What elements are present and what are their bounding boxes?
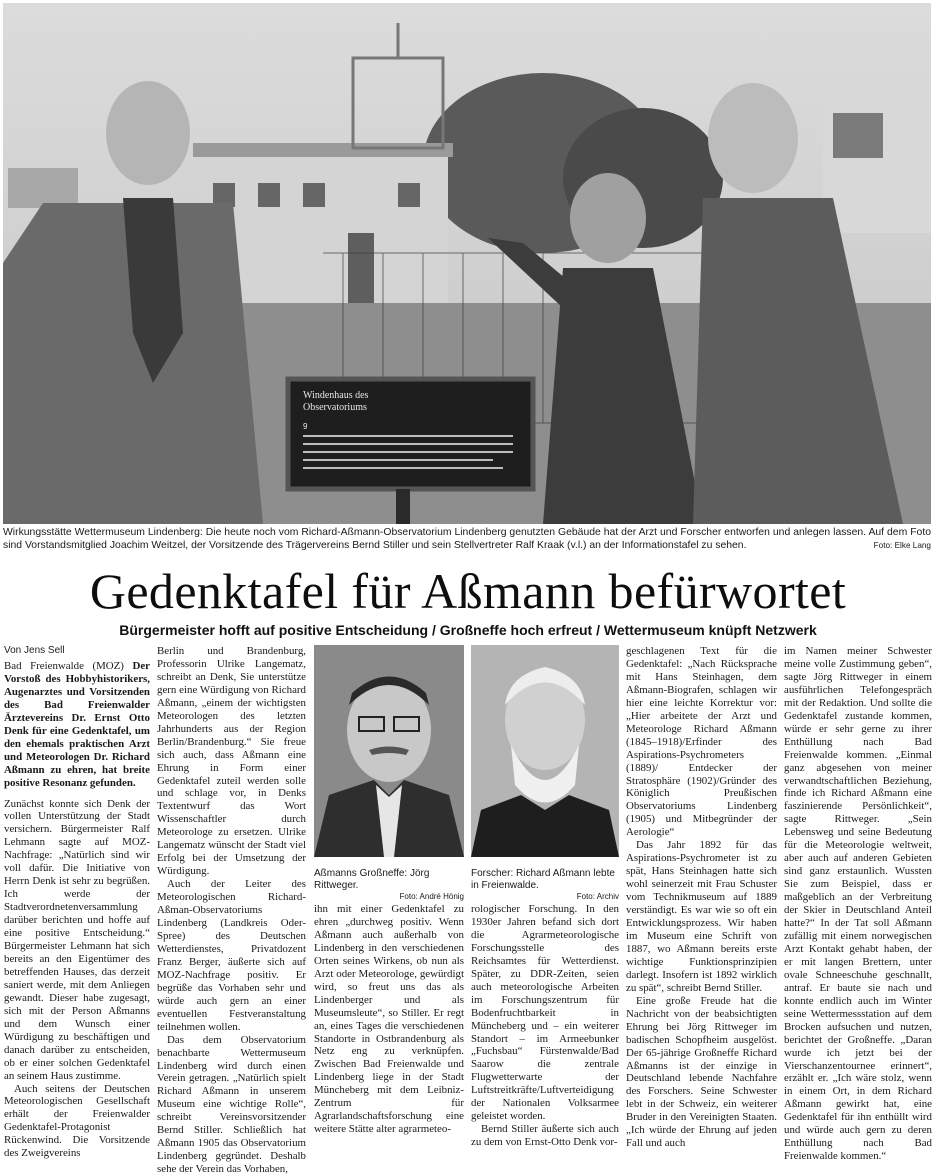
- article-column-4: [471, 903, 619, 1149]
- body-paragraph: Das Jahr 1892 für das Aspirations-Psychrometer ist zu spät, Hans Steinhagen hatte sich wohl seinerzeit mit Frau Schuster vom Technikmuseum auf 1889 verständigt. Es war wie so oft ein Entwicklungsprozess. Wir haben im Museum eine Schrift von 1887, wo Aßmann bereits erste wichtige Funktionsprinzipien darlegt. Insofern ist 1892 wirklich zu spät“, schreibt Bernd Stiller.: [626, 839, 777, 994]
- body-paragraph: Auch der Leiter des Meteorologischen Richard-Aßman-Observatoriums Lindenberg (Landkreis Oder-Spree) des Deutschen Wetterdienstes, Privatdozent Franz Berger, äußerte sich auf MOZ-Nachfrage positiv. Er begrüße das Vorhaben sehr und würde auch gern an einer eventuellen Festveranstaltung teilnehmen wollen.: [157, 878, 306, 1033]
- photo-credit: Foto: Elke Lang: [873, 540, 931, 550]
- plaque-title-line-2: Observatoriums: [303, 402, 367, 413]
- article-column-5: [626, 645, 777, 1150]
- article-column-1: [4, 660, 150, 1160]
- lead-text: Der Vorstoß des Hobbyhistorikers, Augenarztes und Vorsitzenden des Bad Freienwalder Ärztevereins Dr. Ernst Otto Denk für eine Gedenktafel, um den ehemals praktischen Arzt und Meteorologen Dr. Richard Aßmann zu ehren, hat breite positive Resonanz gefunden.: [4, 660, 150, 789]
- portrait-richard-assmann: [471, 645, 619, 857]
- dateline: Bad Freienwalde (MOZ): [4, 660, 124, 672]
- body-paragraph: Berlin und Brandenburg, Professorin Ulrike Langematz, schreibt an Denk, Sie unterstütze gern eine Würdigung von Richard Aßmann, „einem der wichtigsten Meteorologen des letzten Jahrhunderts aus der Region Berlin/Brandenburg.“ Sie freue sich auch, dass Aßmann eine Ehrung in Form einer Gedenktafel zuteil werden solle und schlage vor, in Denks Textentwurf das Wort Wissenschaftler durch Meteorologe zu ersetzen. Ulrike Langematz wünscht der Stadt viel Erfolg bei der Umsetzung der Würdigung.: [157, 645, 306, 878]
- portrait-credit-1: Foto: André Hönig: [399, 892, 464, 901]
- photo-illustration: [3, 3, 931, 524]
- portrait-credit-2: Foto: Archiv: [576, 892, 619, 901]
- body-paragraph: geschlagenen Text für die Gedenktafel: „Nach Rücksprache mit Hans Steinhagen, dem Aßmann-Biografen, schlagen wir hier eine leichte Korrektur vor: „Hier arbeitete der Arzt und Meteorologe Richard Aßmann (1845–1918)/Erfinder des Aspirations-Psychrometers (1889)/ Entdecker der Stratosphäre (1902)/Gründer des Königlich Preußischen Observatoriums Lindenberg (1905) und Mitbegründer der Aerologie“: [626, 645, 777, 839]
- article-column-2: [157, 645, 306, 1176]
- body-paragraph: Eine große Freude hat die Nachricht von der beabsichtigten Ehrung bei Jörg Rittweger im badischen Schopfheim ausgelöst. Der 65-jährige Großneffe Richard Aßmanns ist der einzige in Deutschland lebende Nachfahre des Forschers. Seine Schwester lebt in der Schweiz, ein weiterer Bruder in den Vereinigten Staaten. „Ich würde der Ehrung auf jeden Fall und auch: [626, 994, 777, 1150]
- article-column-6: [784, 645, 932, 1163]
- body-paragraph: rologischer Forschung. In den 1930er Jahren befand sich dort die Agrarmeteorologische Forschungsstelle des Reichsamtes für Wetterdienst. Später, zu DDR-Zeiten, seien auch meteorologische Arbeiten im Forschungszentrum für Bodenfruchtbarkeit in Müncheberg und – ein weiterer Standort – im Armeebunker „Fuchsbau“ Fürstenwalde/Bad Saarow die zentrale Flugwetterwarte der Luftstreitkräfte/Luftverteidigung der Nationalen Volksarmee geleistet worden.: [471, 903, 619, 1123]
- body-paragraph: im Namen meiner Schwester meine volle Zustimmung geben“, sagte Jörg Rittweger in einem ausführlichen Telefongespräch mit der Redaktion. Und sollte die Gedenktafel zustande kommen, würde er sehr gerne zu ihrer Enthüllung nach Bad Freienwalde kommen. „Einmal ganz abgesehen von meiner verwandtschaftlichen Beziehung, finde ich Richard Aßmann eine faszinierende Persönlichkeit“, sagte Rittweger. „Sein Lebensweg und seine Bedeutung für die Meteorologie weltweit, aber auch auf anderen Gebieten sind ganz erstaunlich. Wussten Sie zum Beispiel, dass er maßgeblich an der Verbreitung der Skier in Deutschland Anteil hatte?“ In der Tat soll Aßmann zufällig mit einem norwegischen Arzt Kontakt gehabt haben, der er mit langen Brettern, unter ovale Schneeschuhe geschnallt, antraf. Er baute sie nach und konnte endlich auch im Winter seine Wettermessstation auf dem Brocken aufsuchen und nutzen, berichtet der Großneffe. „Daran wurde ich jetzt bei der Vierschanzentournee erinnert“, erzählt er. „Ich wäre stolz, wenn in einem Ort, in dem Richard Aßmann gewirkt hat, eine Gedenktafel für ihn enthüllt wird und würde auch gern zu deren Enthüllung nach Bad Freienwalde kommen.“: [784, 645, 932, 1163]
- plaque-number: 9: [303, 422, 308, 431]
- photo-caption: [3, 527, 931, 552]
- body-paragraph: ihn mit einer Gedenktafel zu ehren „durchweg positiv. Wenn Aßmann auch außerhalb von Lindenberg in den verschiedenen Orten seines Wirkens, ob nun als Arzt oder Meteorologe, gewürdigt wird, so freut uns das als Lindenberger und als Museumsleute“, so Stiller. Er regt an, eines Tages die verschiedenen Standorte in Ostbrandenburg als Netz eng zu verknüpfen. Zwischen Bad Freienwalde und Lindenberg liege in der Stadt Müncheberg mit dem Leibniz-Zentrum für Agrarlandschaftsforschung eine weitere Stätte alter agrarmeteo-: [314, 903, 464, 1136]
- photo-caption-text: Wirkungsstätte Wettermuseum Lindenberg: Die heute noch vom Richard-Aßmann-Observatorium Lindenberg genutzten Gebäude hat der Arzt und Forscher entworfen und anlegen lassen. Auf dem Foto sind Vorstandsmitglied Joachim Weitzel, der Vorsitzende des Trägervereins Bernd Stiller und sein Stellvertreter Ralf Kraak (v.l.) an der Informationstafel zu sehen.: [3, 527, 931, 551]
- headline: Gedenktafel für Aßmann befürwortet: [89, 563, 847, 619]
- lead-paragraph: [4, 660, 150, 790]
- portrait-caption-2: [471, 868, 619, 902]
- top-photo: [3, 3, 931, 524]
- plaque-title-line-1: Windenhaus des: [303, 390, 369, 401]
- portrait-caption-1-text: Aßmanns Großneffe: Jörg Rittweger.: [314, 868, 430, 891]
- portrait-photo-2: [471, 645, 619, 857]
- portrait-photo-1: [314, 645, 464, 857]
- portrait-caption-1: [314, 868, 464, 902]
- portrait-caption-2-text: Forscher: Richard Aßmann lebte in Freienwalde.: [471, 868, 615, 891]
- body-paragraph: Zunächst konnte sich Denk der vollen Unterstützung der Stadt versichern. Bürgermeister Ralf Lehmann sagte auf MOZ-Nachfrage: „Natürlich sind wir voll dafür. Die Initiative von Herrn Denk ist sehr zu begrüßen. Ich werde der Stadtverordnetenversammlung darüber berichten und hoffe auf eine positive Entscheidung.“ Bürgermeister Lehmann hat sich bereits an den Eigentümer des betreffenden Hauses, das derzeit saniert werde, mit dem Anliegen gewandt. Dieser habe zugesagt, sich mit der Person Aßmanns und dem Wunsch einer Würdigung zu beschäftigen und danach darüber zu entscheiden, ob er einer solchen Gedenktafel an seinem Haus zustimme.: [4, 797, 150, 1082]
- body-paragraph: Auch seitens der Deutschen Meteorologischen Gesellschaft erhält der Freienwalder Gedenktafel-Protagonist Rückenwind. Die Vorsitzende des Zweigvereins: [4, 1082, 150, 1160]
- byline: Von Jens Sell: [4, 645, 65, 656]
- portrait-joerg-rittweger: [314, 645, 464, 857]
- article-column-3: [314, 903, 464, 1136]
- subheadline: Bürgermeister hofft auf positive Entscheidung / Großneffe hoch erfreut / Wettermuseum knüpft Netzwerk: [119, 622, 817, 638]
- body-paragraph: Bernd Stiller äußerte sich auch zu dem von Ernst-Otto Denk vor-: [471, 1123, 619, 1149]
- body-paragraph: Das dem Observatorium benachbarte Wettermuseum Lindenberg wird durch einen Verein getragen. „Natürlich spielt Richard Aßmann in unserem Museum eine wichtige Rolle“, schreibt Vereinsvorsitzender Bernd Stiller. Schließlich hat Aßmann 1905 das Observatorium Lindenberg gegründet. Deshalb sehe der Verein das Vorhaben,: [157, 1033, 306, 1176]
